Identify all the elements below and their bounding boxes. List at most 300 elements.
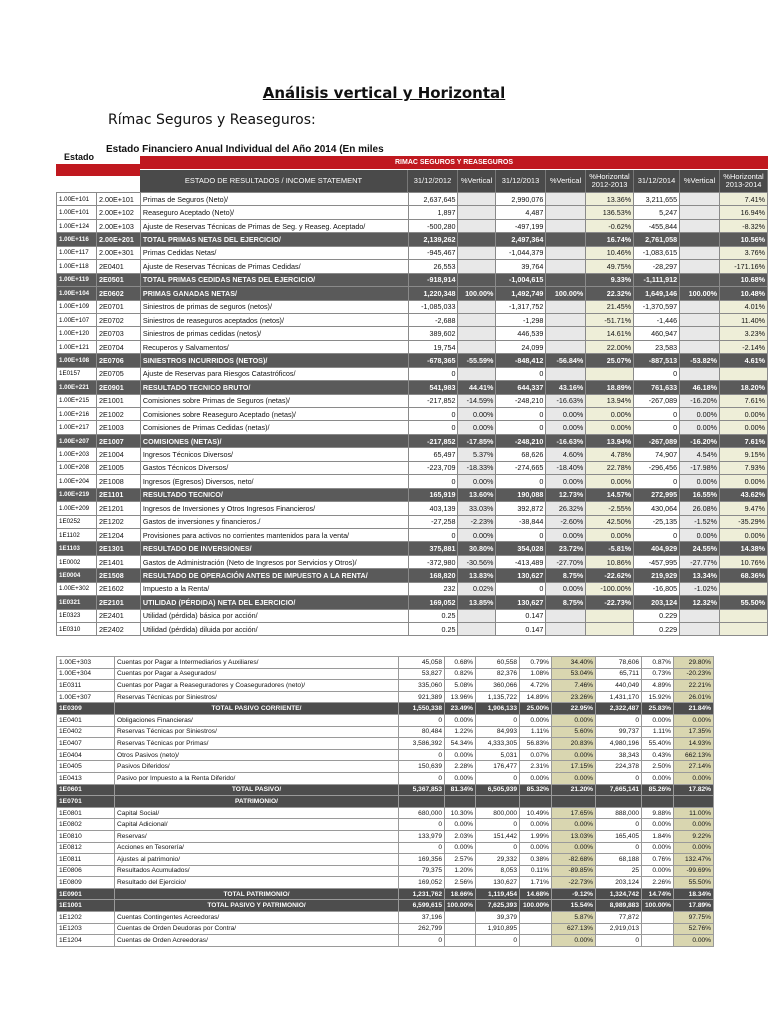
value-2012: -500,280 <box>408 219 458 232</box>
table-row <box>57 542 768 555</box>
vertical-2013: 56.83% <box>520 738 552 750</box>
value-2013: 4,487 <box>496 206 546 219</box>
value-2014: 219,929 <box>634 569 680 582</box>
row-left-code: 1.00E+219 <box>57 488 97 501</box>
vertical-2012 <box>445 935 476 947</box>
horizontal-2013-2014: 17.89% <box>674 900 714 912</box>
value-2012: 0 <box>399 714 445 726</box>
vertical-2014: 55.40% <box>642 738 674 750</box>
value-2013: 392,872 <box>496 502 546 515</box>
row-left-code: 1E0321 <box>57 596 97 609</box>
vertical-2013 <box>546 367 586 380</box>
value-2013: -1,044,379 <box>496 246 546 259</box>
value-2014: 23,583 <box>634 340 680 353</box>
row-label: Pasivo por Impuesto a la Renta Diferido/ <box>115 772 399 784</box>
table-row <box>57 738 714 750</box>
col-horizontal-2012-2013: %Horizontal 2012-2013 <box>586 170 634 192</box>
row-code: 2.00E+102 <box>96 206 140 219</box>
row-code: 1E0413 <box>57 772 115 784</box>
vertical-2013: 26.32% <box>546 502 586 515</box>
row-code: 2E1101 <box>96 488 140 501</box>
row-code: 1E0407 <box>57 738 115 750</box>
vertical-2013: 8.75% <box>546 596 586 609</box>
vertical-2013: -2.60% <box>546 515 586 528</box>
row-code: 2E1204 <box>96 528 140 541</box>
table-row <box>57 448 768 461</box>
row-left-code: 1E0002 <box>57 555 97 568</box>
vertical-2012: 0.00% <box>458 475 496 488</box>
horizontal-2012-2013: 22.32% <box>586 287 634 300</box>
vertical-2014: -27.77% <box>680 555 720 568</box>
row-code: 1.00E+304 <box>57 668 115 680</box>
table-row <box>57 900 714 912</box>
value-2014: 38,343 <box>596 749 642 761</box>
col-vertical-2013: %Vertical <box>546 170 586 192</box>
vertical-2012: 2.56% <box>445 877 476 889</box>
row-left-code: 1E0323 <box>57 609 97 622</box>
table-row <box>57 714 714 726</box>
row-code: 2E0704 <box>96 340 140 353</box>
vertical-2014: 85.26% <box>642 784 674 796</box>
horizontal-2012-2013: 21.45% <box>586 300 634 313</box>
value-2012: -217,852 <box>408 394 458 407</box>
horizontal-2013-2014: 18.34% <box>674 888 714 900</box>
horizontal-2012-2013 <box>552 796 596 808</box>
value-2013: 24,099 <box>496 340 546 353</box>
vertical-2013: 0.00% <box>546 528 586 541</box>
horizontal-2012-2013: 25.07% <box>586 354 634 367</box>
value-2012: 169,052 <box>408 596 458 609</box>
value-2014: -1,446 <box>634 313 680 326</box>
vertical-2014: 0.76% <box>642 854 674 866</box>
horizontal-2013-2014: 0.00% <box>674 935 714 947</box>
value-2014: 2,322,487 <box>596 703 642 715</box>
vertical-2014: 16.55% <box>680 488 720 501</box>
horizontal-2012-2013 <box>586 367 634 380</box>
horizontal-2012-2013: -82.68% <box>552 854 596 866</box>
table-row <box>57 796 714 808</box>
vertical-2014: 14.74% <box>642 888 674 900</box>
value-2013: 0 <box>496 528 546 541</box>
value-2013: 6,505,939 <box>476 784 520 796</box>
vertical-2014 <box>642 935 674 947</box>
value-2013: 0.147 <box>496 623 546 636</box>
vertical-2012: -2.23% <box>458 515 496 528</box>
value-2014: -28,297 <box>634 260 680 273</box>
horizontal-2012-2013: -89.85% <box>552 865 596 877</box>
vertical-2013 <box>520 796 552 808</box>
value-2013: 60,558 <box>476 657 520 669</box>
row-label: Acciones en Tesorería/ <box>115 842 399 854</box>
row-left-code: 1.00E+124 <box>57 219 97 232</box>
value-2012: 1,220,348 <box>408 287 458 300</box>
row-code: 1E0405 <box>57 761 115 773</box>
row-code: 2E2101 <box>96 596 140 609</box>
vertical-2012: 33.03% <box>458 502 496 515</box>
vertical-2013: -56.84% <box>546 354 586 367</box>
value-2013: -1,004,615 <box>496 273 546 286</box>
horizontal-2013-2014: 662.13% <box>674 749 714 761</box>
vertical-2012: 100.00% <box>445 900 476 912</box>
sheet-left-fragment: Estado <box>64 152 95 162</box>
vertical-2012: 0.68% <box>445 657 476 669</box>
table-row <box>57 726 714 738</box>
row-left-code: 1.00E+109 <box>57 300 97 313</box>
value-2014: 0 <box>634 421 680 434</box>
row-left-code: 1.00E+104 <box>57 287 97 300</box>
row-code: 1E0401 <box>57 714 115 726</box>
horizontal-2012-2013: 0.00% <box>586 528 634 541</box>
value-2014: -1,111,912 <box>634 273 680 286</box>
row-code: 2E0706 <box>96 354 140 367</box>
value-2013: 354,028 <box>496 542 546 555</box>
vertical-2013: 0.00% <box>546 582 586 595</box>
row-label: RESULTADO TECNICO BRUTO/ <box>140 381 408 394</box>
value-2013: 360,066 <box>476 680 520 692</box>
horizontal-2013-2014: 10.56% <box>720 233 768 246</box>
row-label: TOTAL PASIVO CORRIENTE/ <box>115 703 399 715</box>
row-label: Impuesto a la Renta/ <box>140 582 408 595</box>
vertical-2012 <box>458 300 496 313</box>
horizontal-2013-2014: 0.00% <box>674 714 714 726</box>
row-left-code: 1.00E+208 <box>57 461 97 474</box>
row-code: 2E1602 <box>96 582 140 595</box>
vertical-2012: 44.41% <box>458 381 496 394</box>
row-label: Capital Social/ <box>115 807 399 819</box>
table-row <box>57 246 768 259</box>
horizontal-2013-2014: 3.23% <box>720 327 768 340</box>
row-code: 1E0811 <box>57 854 115 866</box>
row-code: 1E0812 <box>57 842 115 854</box>
row-label: TOTAL PRIMAS CEDIDAS NETAS DEL EJERCICIO/ <box>140 273 408 286</box>
row-code: 2E0901 <box>96 381 140 394</box>
horizontal-2012-2013: 17.65% <box>552 807 596 819</box>
row-code: 1.00E+303 <box>57 657 115 669</box>
row-code: 1E0404 <box>57 749 115 761</box>
row-label: Cuentas por Pagar a Intermediarios y Auxiliares/ <box>115 657 399 669</box>
vertical-2014: 0.73% <box>642 668 674 680</box>
sheet-heading: Estado Financiero Anual Individual del Año 2014 (En miles <box>106 144 384 155</box>
row-code: 1E1204 <box>57 935 115 947</box>
row-label: Cuentas de Orden Acreedoras/ <box>115 935 399 947</box>
vertical-2013: 43.16% <box>546 381 586 394</box>
table-row <box>57 233 768 246</box>
vertical-2014 <box>642 923 674 935</box>
value-2012: 5,367,853 <box>399 784 445 796</box>
horizontal-2012-2013: 15.54% <box>552 900 596 912</box>
horizontal-2013-2014: 0.00% <box>674 842 714 854</box>
vertical-2012: 2.28% <box>445 761 476 773</box>
row-label: Ingresos de Inversiones y Otros Ingresos Financieros/ <box>140 502 408 515</box>
value-2013: 0 <box>496 408 546 421</box>
row-code: 2E1008 <box>96 475 140 488</box>
value-2013: 130,627 <box>496 596 546 609</box>
row-code: 2E1301 <box>96 542 140 555</box>
value-2014: 165,405 <box>596 830 642 842</box>
vertical-2013 <box>546 246 586 259</box>
value-2012: 0.25 <box>408 609 458 622</box>
horizontal-2012-2013: -5.81% <box>586 542 634 555</box>
row-label: Ajuste de Reservas para Riesgos Catastróficos/ <box>140 367 408 380</box>
vertical-2014: 0.00% <box>642 842 674 854</box>
row-label: TOTAL PASIVO/ <box>115 784 399 796</box>
value-2013: 151,442 <box>476 830 520 842</box>
horizontal-2012-2013: 10.86% <box>586 555 634 568</box>
value-2012: 0.25 <box>408 623 458 636</box>
table-row <box>57 569 768 582</box>
horizontal-2012-2013: 0.00% <box>586 475 634 488</box>
value-2012: 0 <box>408 528 458 541</box>
horizontal-2012-2013: -22.73% <box>552 877 596 889</box>
horizontal-2013-2014 <box>720 367 768 380</box>
table-row <box>57 408 768 421</box>
value-2014: 2,919,013 <box>596 923 642 935</box>
value-2014: -457,995 <box>634 555 680 568</box>
horizontal-2013-2014: 21.84% <box>674 703 714 715</box>
row-label: Utilidad (pérdida) básica por acción/ <box>140 609 408 622</box>
value-2013: 446,539 <box>496 327 546 340</box>
horizontal-2013-2014: 29.80% <box>674 657 714 669</box>
row-label: TOTAL PRIMAS NETAS DEL EJERCICIO/ <box>140 233 408 246</box>
value-2012: 375,881 <box>408 542 458 555</box>
horizontal-2012-2013: 627.13% <box>552 923 596 935</box>
value-2012: -372,980 <box>408 555 458 568</box>
horizontal-2013-2014: 27.14% <box>674 761 714 773</box>
horizontal-2013-2014: 14.38% <box>720 542 768 555</box>
row-label: Otros Pasivos (neto)/ <box>115 749 399 761</box>
row-left-code: 1.00E+101 <box>57 206 97 219</box>
value-2014: 761,633 <box>634 381 680 394</box>
row-label: UTILIDAD (PÉRDIDA) NETA DEL EJERCICIO/ <box>140 596 408 609</box>
row-label: Utilidad (pérdida) diluida por acción/ <box>140 623 408 636</box>
horizontal-2012-2013: 0.00% <box>552 749 596 761</box>
value-2014: 0 <box>596 935 642 947</box>
vertical-2013: 12.73% <box>546 488 586 501</box>
horizontal-2012-2013: 0.00% <box>552 772 596 784</box>
row-label: Resultados Acumulados/ <box>115 865 399 877</box>
row-code: 2E1007 <box>96 434 140 447</box>
row-left-code: 1.00E+119 <box>57 273 97 286</box>
vertical-2013: 2.31% <box>520 761 552 773</box>
row-left-code: 1.00E+203 <box>57 448 97 461</box>
row-label: Reservas Técnicas por Siniestros/ <box>115 726 399 738</box>
horizontal-2013-2014: 97.75% <box>674 912 714 924</box>
vertical-2014: 13.34% <box>680 569 720 582</box>
value-2012: 150,639 <box>399 761 445 773</box>
left-red-strip <box>56 164 140 176</box>
table-row <box>57 691 714 703</box>
vertical-2014: 100.00% <box>680 287 720 300</box>
vertical-2012: 13.60% <box>458 488 496 501</box>
row-label: Ingresos Técnicos Diversos/ <box>140 448 408 461</box>
horizontal-2012-2013: 0.00% <box>586 421 634 434</box>
value-2014: -455,844 <box>634 219 680 232</box>
horizontal-2013-2014: 22.21% <box>674 680 714 692</box>
horizontal-2013-2014: 0.00% <box>674 819 714 831</box>
table-row <box>57 582 768 595</box>
value-2012: 1,550,338 <box>399 703 445 715</box>
horizontal-2013-2014: 7.61% <box>720 434 768 447</box>
vertical-2012: 1.22% <box>445 726 476 738</box>
row-left-code: 1E1103 <box>57 542 97 555</box>
vertical-2014: 4.89% <box>642 680 674 692</box>
row-label: Comisiones sobre Primas de Seguros (netas)/ <box>140 394 408 407</box>
vertical-2014 <box>680 300 720 313</box>
table-row <box>57 830 714 842</box>
vertical-2012: 13.83% <box>458 569 496 582</box>
vertical-2013: -27.70% <box>546 555 586 568</box>
vertical-2014: -53.82% <box>680 354 720 367</box>
value-2012: 19,754 <box>408 340 458 353</box>
value-2014: 0 <box>596 842 642 854</box>
horizontal-2012-2013: -51.71% <box>586 313 634 326</box>
horizontal-2013-2014 <box>720 582 768 595</box>
vertical-2012: -17.85% <box>458 434 496 447</box>
value-2014: 2,761,058 <box>634 233 680 246</box>
horizontal-2013-2014: -2.14% <box>720 340 768 353</box>
value-2012: -27,258 <box>408 515 458 528</box>
row-label: Recuperos y Salvamentos/ <box>140 340 408 353</box>
vertical-2014 <box>680 623 720 636</box>
vertical-2013: 1.71% <box>520 877 552 889</box>
table-row <box>57 515 768 528</box>
row-code: 1E0810 <box>57 830 115 842</box>
vertical-2013: 0.00% <box>546 408 586 421</box>
horizontal-2013-2014: 4.01% <box>720 300 768 313</box>
horizontal-2013-2014: 9.22% <box>674 830 714 842</box>
value-2013: 644,337 <box>496 381 546 394</box>
row-code: 2E1003 <box>96 421 140 434</box>
vertical-2013 <box>520 935 552 947</box>
horizontal-2012-2013: 22.95% <box>552 703 596 715</box>
row-code: 1E0701 <box>57 796 115 808</box>
vertical-2014: 0.43% <box>642 749 674 761</box>
horizontal-2012-2013: 0.00% <box>586 408 634 421</box>
vertical-2014: 0.00% <box>680 408 720 421</box>
table-row <box>57 877 714 889</box>
horizontal-2013-2014: 55.50% <box>674 877 714 889</box>
vertical-2013: 0.00% <box>546 421 586 434</box>
value-2013: 0.147 <box>496 609 546 622</box>
table-row <box>57 680 714 692</box>
row-code: 2E1201 <box>96 502 140 515</box>
vertical-2014 <box>642 912 674 924</box>
row-label: RESULTADO DE INVERSIONES/ <box>140 542 408 555</box>
vertical-2013: -16.63% <box>546 434 586 447</box>
vertical-2013: 0.11% <box>520 865 552 877</box>
horizontal-2012-2013: 23.26% <box>552 691 596 703</box>
row-code: 2.00E+101 <box>96 193 140 206</box>
value-2012: 0 <box>408 475 458 488</box>
row-label: Cuentas de Orden Deudoras por Contra/ <box>115 923 399 935</box>
vertical-2014: 0.87% <box>642 657 674 669</box>
row-code: 2E0602 <box>96 287 140 300</box>
row-code: 2E0702 <box>96 313 140 326</box>
value-2013: 68,626 <box>496 448 546 461</box>
row-code: 1E0311 <box>57 680 115 692</box>
horizontal-2012-2013: 4.78% <box>586 448 634 461</box>
value-2012: 79,375 <box>399 865 445 877</box>
vertical-2012: 2.57% <box>445 854 476 866</box>
row-label: Siniestros de primas de seguros (netos)/ <box>140 300 408 313</box>
row-left-code: 1.00E+216 <box>57 408 97 421</box>
vertical-2012: 5.37% <box>458 448 496 461</box>
horizontal-2013-2014: 10.76% <box>720 555 768 568</box>
row-label: COMISIONES (NETAS)/ <box>140 434 408 447</box>
vertical-2012: 100.00% <box>458 287 496 300</box>
row-label: Reservas/ <box>115 830 399 842</box>
row-left-code: 1.00E+117 <box>57 246 97 259</box>
vertical-2014: -1.52% <box>680 515 720 528</box>
vertical-2014: -16.20% <box>680 434 720 447</box>
balance-sheet-table <box>56 656 714 947</box>
row-left-code: 1.00E+217 <box>57 421 97 434</box>
vertical-2012 <box>458 193 496 206</box>
col-2014: 31/12/2014 <box>634 170 680 192</box>
horizontal-2012-2013: 53.04% <box>552 668 596 680</box>
value-2014: 74,907 <box>634 448 680 461</box>
value-2012: -945,467 <box>408 246 458 259</box>
horizontal-2013-2014: 10.48% <box>720 287 768 300</box>
horizontal-2013-2014 <box>674 796 714 808</box>
vertical-2013 <box>546 260 586 273</box>
table-row <box>57 819 714 831</box>
table-row <box>57 854 714 866</box>
table-row <box>57 260 768 273</box>
table-row <box>57 434 768 447</box>
value-2013: 800,000 <box>476 807 520 819</box>
value-2012: 168,820 <box>408 569 458 582</box>
value-2012: 0 <box>399 749 445 761</box>
vertical-2014 <box>642 796 674 808</box>
value-2013: 4,333,305 <box>476 738 520 750</box>
vertical-2013: 0.00% <box>546 475 586 488</box>
table-row <box>57 381 768 394</box>
row-label: Ajustes al patrimonio/ <box>115 854 399 866</box>
value-2012: -678,365 <box>408 354 458 367</box>
horizontal-2012-2013: 0.00% <box>552 819 596 831</box>
horizontal-2013-2014: 7.41% <box>720 193 768 206</box>
vertical-2013: 4.72% <box>520 680 552 692</box>
page-title: Análisis vertical y Horizontal <box>262 84 506 102</box>
value-2012: -2,688 <box>408 313 458 326</box>
value-2012: -217,852 <box>408 434 458 447</box>
row-label: Capital Adicional/ <box>115 819 399 831</box>
value-2014: 1,649,146 <box>634 287 680 300</box>
table-row <box>57 354 768 367</box>
horizontal-2012-2013: 20.83% <box>552 738 596 750</box>
table-row <box>57 193 768 206</box>
vertical-2013: -18.40% <box>546 461 586 474</box>
horizontal-2013-2014: 43.62% <box>720 488 768 501</box>
vertical-2014 <box>680 193 720 206</box>
value-2012: 169,356 <box>399 854 445 866</box>
vertical-2014: 24.55% <box>680 542 720 555</box>
vertical-2013 <box>546 340 586 353</box>
value-2014: 460,947 <box>634 327 680 340</box>
value-2013: 0 <box>476 772 520 784</box>
horizontal-2012-2013: 5.60% <box>552 726 596 738</box>
value-2013: 39,379 <box>476 912 520 924</box>
horizontal-2013-2014: -20.23% <box>674 668 714 680</box>
value-2012: 0 <box>399 842 445 854</box>
value-2014: 0 <box>596 714 642 726</box>
horizontal-2012-2013: 18.89% <box>586 381 634 394</box>
table-row <box>57 461 768 474</box>
vertical-2014: 12.32% <box>680 596 720 609</box>
vertical-2012: 0.00% <box>458 408 496 421</box>
table-row <box>57 703 714 715</box>
